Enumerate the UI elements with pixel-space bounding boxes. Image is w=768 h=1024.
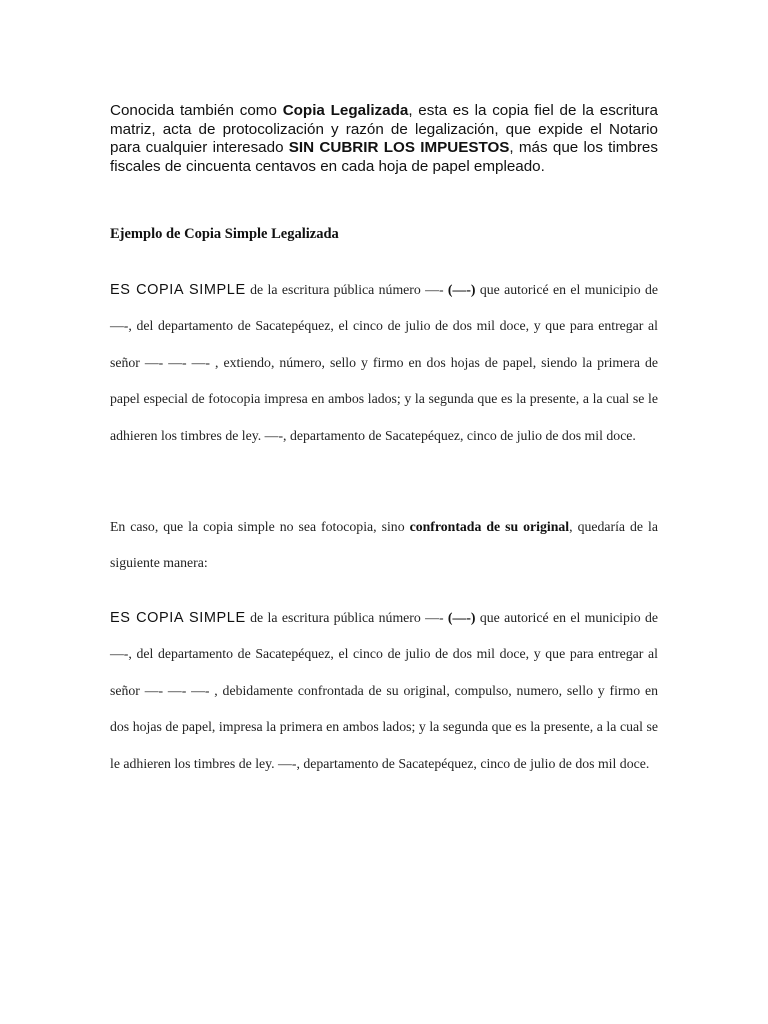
example-text: que autoricé en el municipio de —-, del departamento de Sacatepéquez, el cinco de julio de dos mil doce, y que para entregar al señor —- —- —- , debidamente confrontada de su original, compulso, numero, sello y firmo en dos hojas de papel, impresa la primera en ambos lados; y la segunda que es la presente, a la cual se le adhieren los timbres de ley. —-, departamento de Sacatepéquez, cinco de julio de dos mil doce. bbox=[110, 610, 658, 771]
example-paragraph-1 bbox=[110, 272, 658, 454]
middle-paragraph bbox=[110, 509, 658, 582]
example-text: que autoricé en el municipio de—-, del departamento de Sacatepéquez, el cinco de julio de dos mil doce, y que para entregar al señor —- —- —- , extiendo, número, sello y firmo en dos hojas de papel, siendo la primera de papel especial de fotocopia impresa en ambos lados; y la segunda que es la presente, a la cual se le adhieren los timbres de ley. —-, departamento de Sacatepéquez, cinco de julio de dos mil doce. bbox=[110, 282, 658, 443]
middle-text: En caso, que la copia simple no sea fotocopia, sino bbox=[110, 519, 410, 534]
section-heading: Ejemplo de Copia Simple Legalizada bbox=[110, 226, 339, 242]
intro-text: Conocida también como bbox=[110, 102, 283, 119]
example-bold-number: (—-) bbox=[447, 610, 476, 625]
intro-bold-term: SIN CUBRIR LOS IMPUESTOS bbox=[288, 139, 510, 156]
example-bold-number: (—-) bbox=[447, 282, 476, 297]
example-text: de la escritura pública número —- bbox=[245, 610, 448, 625]
intro-text: , más que los timbres fiscales de cincuenta centavos en cada hoja de papel empleado. bbox=[110, 139, 658, 175]
intro-text: , esta es la copia fiel de la escritura matriz, acta de protocolización y razón de legalización, que expide el Notario para cualquier interesado bbox=[110, 102, 659, 156]
example-text: de la escritura pública número —- bbox=[245, 282, 448, 297]
example-lead: ES COPIA SIMPLE bbox=[110, 610, 246, 626]
intro-bold-term: Copia Legalizada bbox=[282, 102, 409, 119]
example-lead: ES COPIA SIMPLE bbox=[110, 282, 246, 298]
intro-paragraph bbox=[110, 102, 658, 176]
middle-bold-term: confrontada de su original bbox=[409, 519, 570, 534]
example-paragraph-2 bbox=[110, 600, 658, 782]
middle-text: , quedaría de la siguiente manera: bbox=[110, 519, 658, 571]
